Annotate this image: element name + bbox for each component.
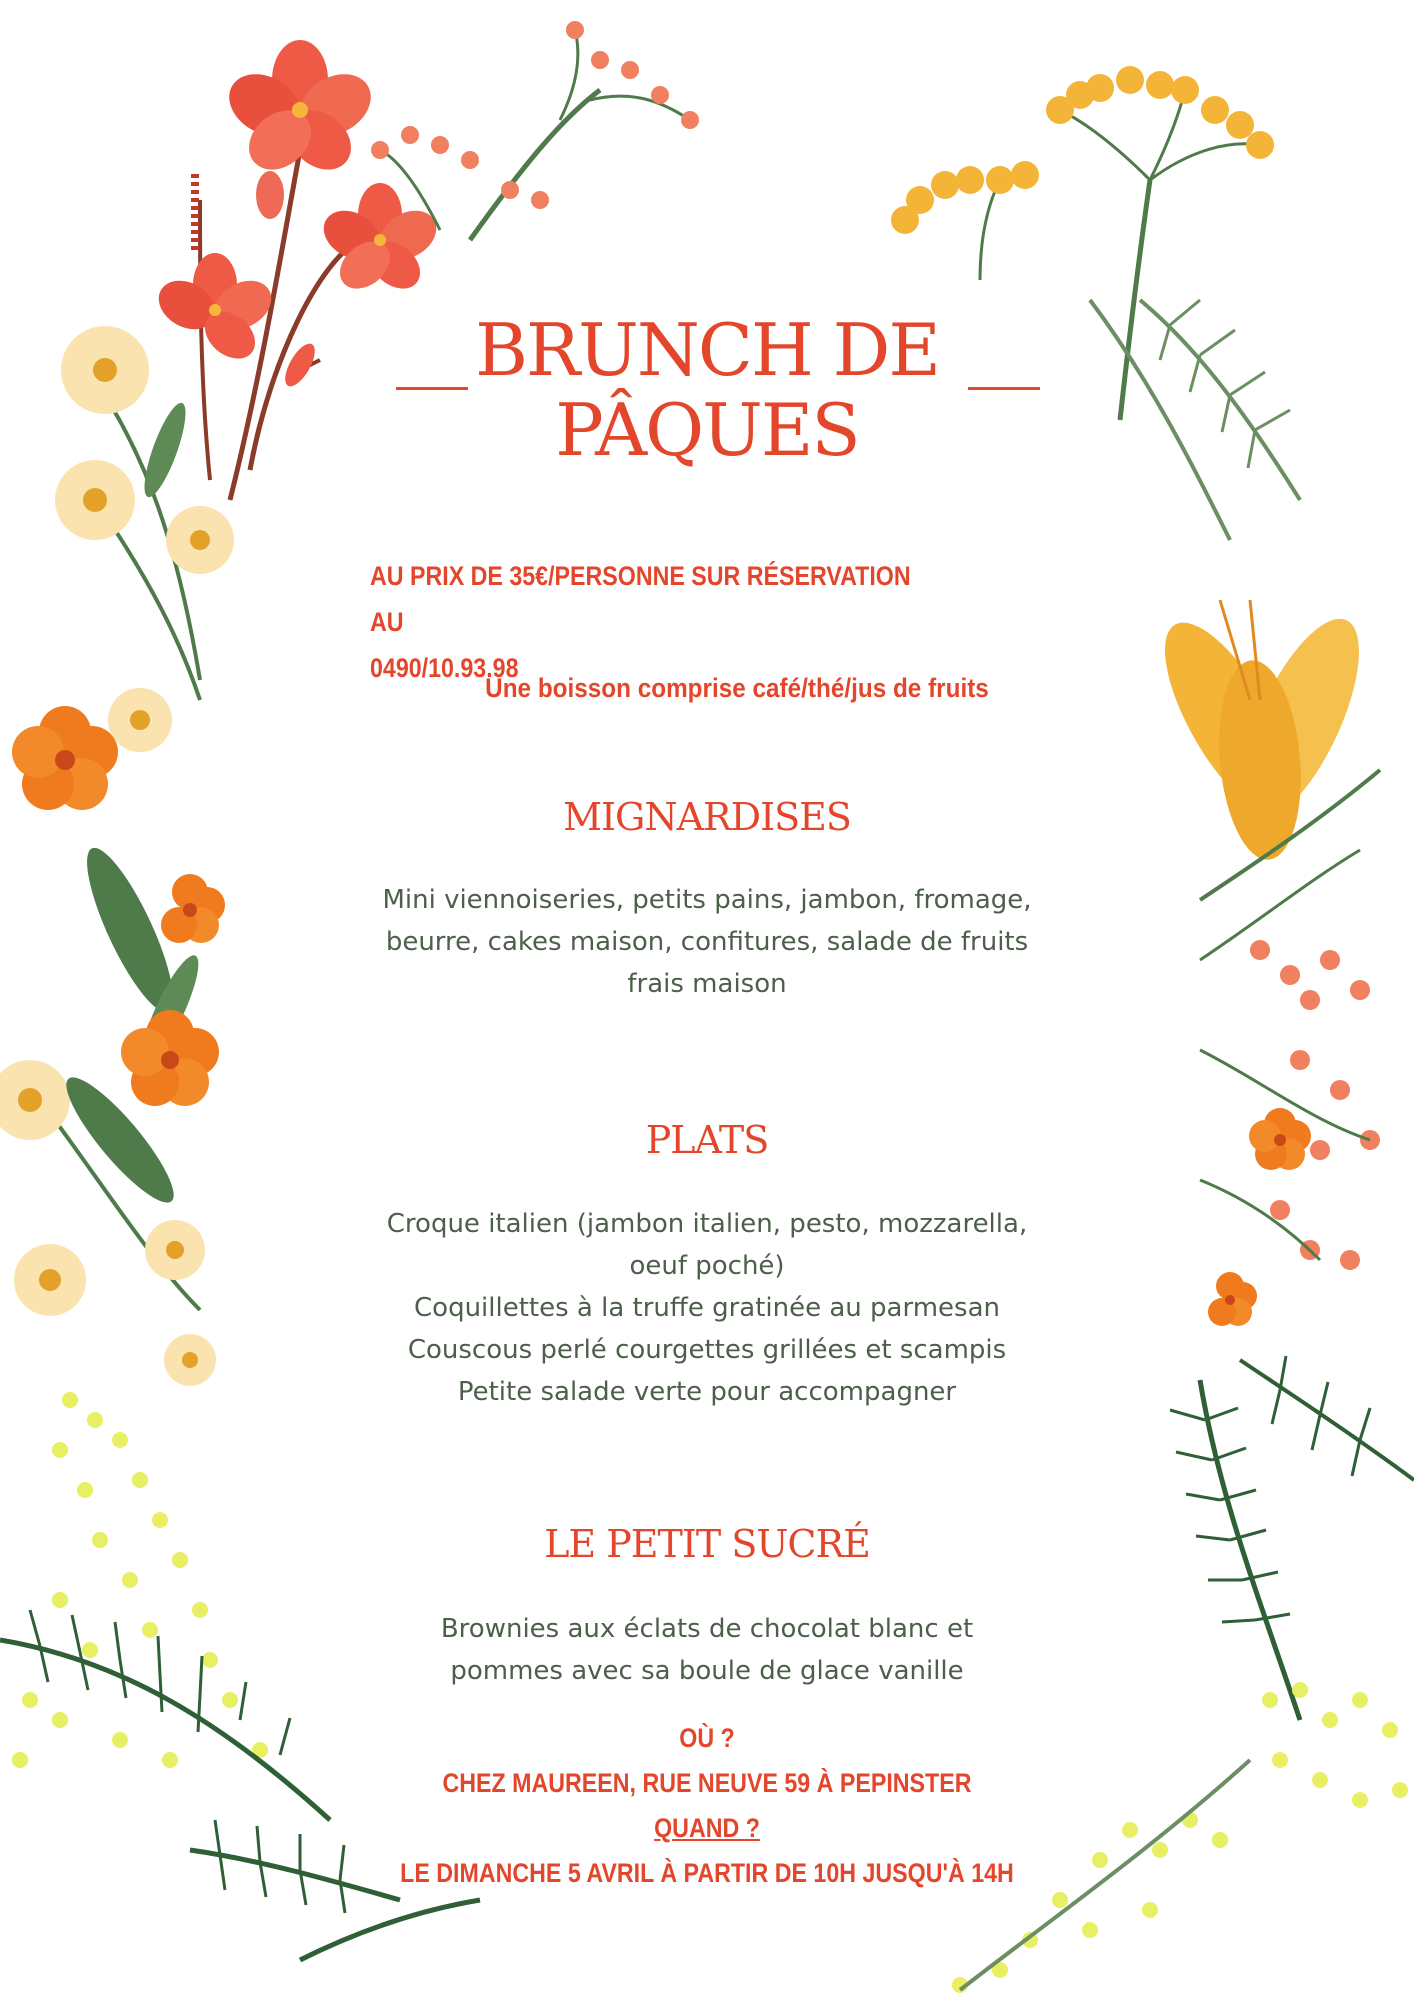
title-line-2: PÂQUES <box>555 388 859 472</box>
section-body-mignardises <box>0 879 1414 1005</box>
budding-sprig-top <box>371 21 699 240</box>
menu-line: oeuf poché) <box>629 1251 785 1281</box>
when-question: QUAND ? <box>654 1813 760 1843</box>
menu-line: Mini viennoiseries, petits pains, jambon, fromage, <box>382 885 1032 915</box>
price-info <box>370 553 920 691</box>
where-address: CHEZ MAUREEN, RUE NEUVE 59 À PEPINSTER <box>442 1768 972 1798</box>
section-heading-plats: PLATS <box>645 1118 769 1162</box>
section-heading-sucre: LE PETIT SUCRÉ <box>544 1522 870 1566</box>
menu-line: pommes avec sa boule de glace vanille <box>450 1656 964 1686</box>
menu-line: Brownies aux éclats de chocolat blanc et <box>440 1614 974 1644</box>
menu-line: frais maison <box>627 969 787 999</box>
menu-line: Croque italien (jambon italien, pesto, mozzarella, <box>386 1209 1028 1239</box>
page-title <box>0 310 1414 470</box>
where-question: OÙ ? <box>679 1723 735 1753</box>
menu-line: beurre, cakes maison, confitures, salade de fruits <box>385 927 1029 957</box>
section-heading-mignardises: MIGNARDISES <box>563 795 851 839</box>
price-line-2: 0490/10.93.98 <box>370 653 519 683</box>
section-body-plats <box>0 1203 1414 1413</box>
menu-line: Petite salade verte pour accompagner <box>457 1377 957 1407</box>
when-date: LE DIMANCHE 5 AVRIL À PARTIR DE 10H JUSQU'À 14H <box>400 1858 1014 1888</box>
title-line-1: BRUNCH DE <box>475 308 939 392</box>
drink-note: Une boisson comprise café/thé/jus de fruits <box>485 673 989 703</box>
menu-line: Couscous perlé courgettes grillées et scampis <box>407 1335 1007 1365</box>
price-line-1: AU PRIX DE 35€/PERSONNE SUR RÉSERVATION AU <box>370 561 911 637</box>
menu-line: Coquillettes à la truffe gratinée au parmesan <box>414 1293 1000 1323</box>
event-info <box>99 1716 1315 1896</box>
section-body-sucre <box>0 1608 1414 1692</box>
